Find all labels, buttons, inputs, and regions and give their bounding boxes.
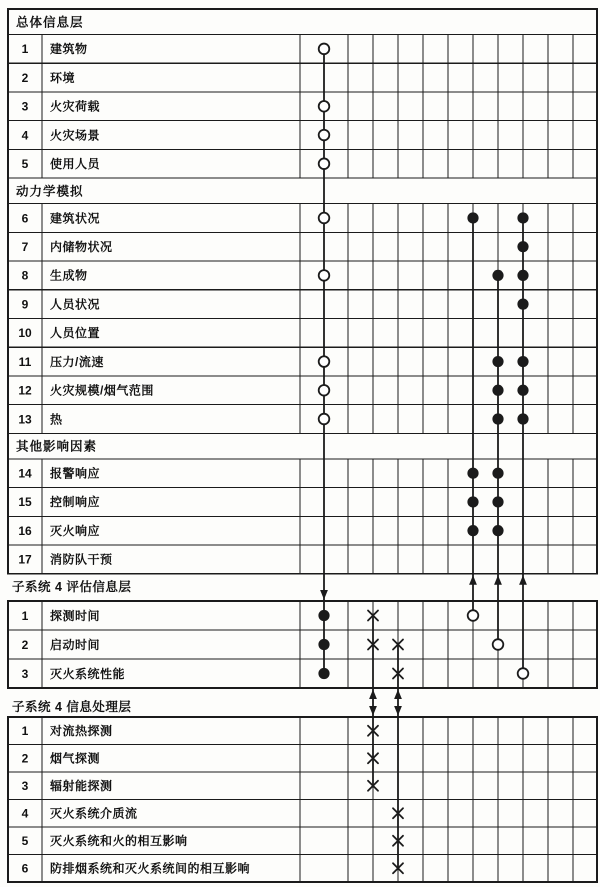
row-number: 6 — [21, 211, 29, 226]
section-band-label: 其他影响因素 — [16, 439, 98, 454]
mark-filled-dot — [492, 525, 503, 536]
row-label: 防排烟系统和灭火系统间的相互影响 — [50, 861, 251, 876]
row-number: 2 — [21, 70, 29, 85]
arrowhead-down — [394, 706, 402, 716]
mark-filled-dot — [492, 413, 503, 424]
mark-filled-dot — [467, 212, 478, 223]
row-number: 13 — [18, 412, 32, 427]
mark-filled-dot — [318, 668, 329, 679]
row-label: 灭火系统性能 — [50, 666, 126, 681]
row-label: 控制响应 — [50, 495, 101, 510]
mark-filled-dot — [517, 413, 528, 424]
row-number: 2 — [21, 637, 29, 652]
mark-filled-dot — [318, 639, 329, 650]
mark-filled-dot — [467, 496, 478, 507]
row-number: 2 — [21, 751, 29, 766]
row-number: 4 — [21, 128, 29, 143]
mark-open-circle — [468, 610, 479, 621]
row-number: 16 — [18, 523, 32, 538]
mark-filled-dot — [492, 270, 503, 281]
row-number: 6 — [21, 861, 29, 876]
row-label: 灭火响应 — [50, 523, 101, 538]
mark-open-circle — [319, 101, 330, 112]
row-label: 热 — [50, 412, 63, 427]
row-label: 火灾规模/烟气范围 — [50, 383, 154, 398]
arrowhead-up — [494, 575, 502, 585]
mark-filled-dot — [318, 610, 329, 621]
row-label: 烟气探测 — [50, 751, 101, 766]
mark-filled-dot — [467, 525, 478, 536]
mark-open-circle — [319, 130, 330, 141]
row-number: 1 — [21, 42, 29, 57]
row-label: 环境 — [50, 70, 76, 85]
row-label: 灭火系统介质流 — [50, 806, 138, 821]
row-number: 3 — [21, 779, 29, 794]
arrowhead-up — [394, 690, 402, 700]
mark-open-circle — [518, 668, 529, 679]
mark-filled-dot — [517, 241, 528, 252]
mark-filled-dot — [492, 496, 503, 507]
row-label: 人员位置 — [50, 326, 101, 341]
row-number: 4 — [21, 806, 29, 821]
subsystem4-processing-layer-title: 子系统 4 信息处理层 — [12, 700, 132, 714]
row-number: 15 — [18, 495, 32, 510]
row-label: 启动时间 — [50, 637, 101, 652]
row-number: 1 — [21, 724, 29, 739]
row-number: 1 — [21, 608, 29, 623]
row-number: 10 — [18, 326, 32, 341]
section-band-label: 总体信息层 — [16, 15, 84, 30]
mark-open-circle — [319, 213, 330, 224]
row-label: 使用人员 — [50, 157, 101, 172]
mark-filled-dot — [517, 385, 528, 396]
arrowhead-down — [320, 590, 328, 600]
mark-filled-dot — [467, 468, 478, 479]
mark-open-circle — [319, 356, 330, 367]
mark-open-circle — [319, 44, 330, 55]
row-number: 11 — [18, 354, 32, 369]
row-number: 17 — [18, 552, 32, 567]
mark-filled-dot — [517, 356, 528, 367]
mark-open-circle — [319, 385, 330, 396]
table-subsystem4-processing-layer — [8, 717, 597, 882]
mark-filled-dot — [517, 212, 528, 223]
row-number: 14 — [18, 466, 32, 481]
subsystem4-evaluation-layer-title: 子系统 4 评估信息层 — [12, 580, 132, 594]
mark-open-circle — [493, 639, 504, 650]
row-label: 建筑状况 — [50, 211, 101, 226]
row-label: 火灾场景 — [50, 128, 101, 143]
row-label: 报警响应 — [50, 466, 101, 481]
row-label: 压力/流速 — [50, 354, 104, 369]
row-label: 对流热探测 — [50, 724, 113, 739]
row-number: 5 — [21, 834, 29, 849]
table-border — [8, 9, 597, 574]
mark-open-circle — [319, 414, 330, 425]
row-label: 建筑物 — [50, 42, 88, 57]
row-label: 消防队干预 — [50, 552, 113, 567]
row-number: 3 — [21, 666, 29, 681]
row-label: 辐射能探测 — [50, 779, 113, 794]
row-label: 灭火系统和火的相互影响 — [50, 834, 188, 849]
row-label: 生成物 — [50, 268, 88, 283]
row-number: 12 — [18, 383, 32, 398]
row-label: 人员状况 — [50, 297, 101, 312]
mark-filled-dot — [492, 356, 503, 367]
row-label: 内储物状况 — [50, 239, 113, 254]
arrowhead-up — [369, 690, 377, 700]
row-number: 5 — [21, 157, 29, 172]
mark-filled-dot — [492, 385, 503, 396]
row-number: 3 — [21, 99, 29, 114]
row-number: 9 — [21, 297, 29, 312]
arrowhead-up — [519, 575, 527, 585]
table-main-information-matrix — [8, 9, 597, 574]
section-band-label: 动力学模拟 — [16, 184, 84, 199]
mark-open-circle — [319, 270, 330, 281]
mark-open-circle — [319, 158, 330, 169]
arrowhead-down — [369, 706, 377, 716]
table-texts — [16, 14, 250, 875]
row-number: 8 — [21, 268, 29, 283]
row-label: 火灾荷载 — [50, 99, 101, 114]
mark-filled-dot — [517, 299, 528, 310]
mark-filled-dot — [517, 270, 528, 281]
row-number: 7 — [21, 239, 29, 254]
mark-filled-dot — [492, 468, 503, 479]
arrowhead-up — [469, 575, 477, 585]
row-label: 探测时间 — [50, 608, 101, 623]
